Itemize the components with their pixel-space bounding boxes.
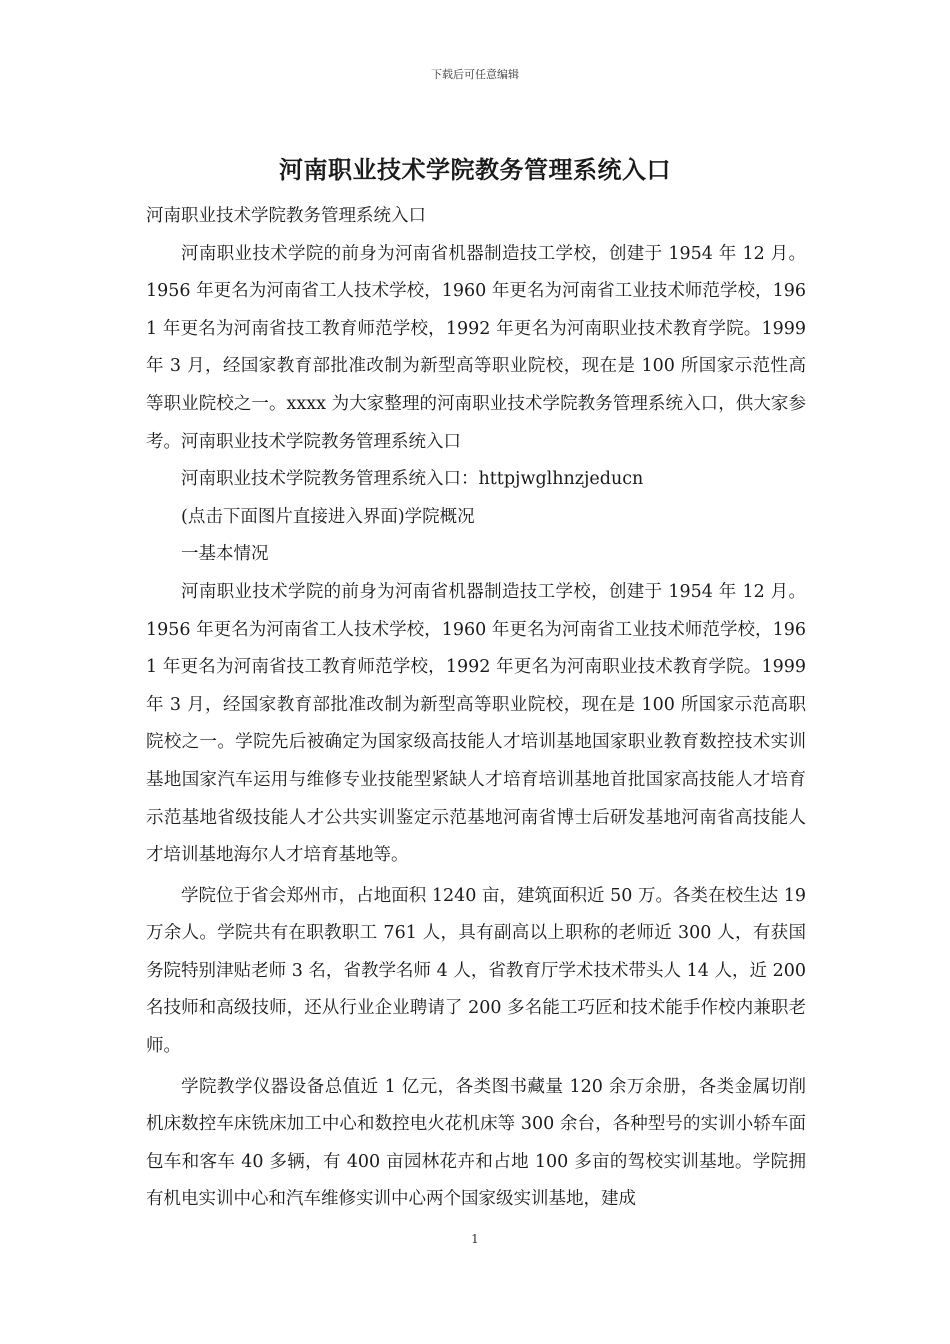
page-header-note: 下载后可任意编辑 bbox=[431, 68, 519, 81]
document-title: 河南职业技术学院教务管理系统入口 bbox=[279, 155, 671, 184]
campus-paragraph: 学院位于省会郑州市，占地面积 1240 亩，建筑面积近 50 万。各类在校生达 19 万余人。学院共有在职教职工 761 人，具有副高以上职称的老师近 300 人，有获国务院特别津贴老师 3 名，省教学名师 4 人，省教育厅学术技术带头人 14 人，近 200 名技师和高级技师，还从行业企业聘请了 200 多名能工巧匠和技术能手作校内兼职老师。 bbox=[146, 885, 806, 1057]
subtitle-paragraph: 河南职业技术学院教务管理系统入口 bbox=[146, 206, 426, 226]
page-number: 1 bbox=[471, 1232, 479, 1246]
document-body bbox=[146, 198, 806, 1219]
section-heading-basic-info: 一基本情况 bbox=[181, 544, 269, 565]
facilities-paragraph: 学院教学仪器设备总值近 1 亿元，各类图书藏量 120 余万余册，各类金属切削机床数控车床铣床加工中心和数控电火花机床等 300 余台，各种型号的实训小轿车面包车和客车 40 多辆，有 400 亩园林花卉和占地 100 多亩的驾校实训基地。学院拥有机电实训中心和汽车维修实训中心两个国家级实训基地，建成 bbox=[146, 1076, 806, 1210]
intro-paragraph: 河南职业技术学院的前身为河南省机器制造技工学校，创建于 1954 年 12 月。1956 年更名为河南省工人技术学校，1960 年更名为河南省工业技术师范学校，1961 年更名为河南省技工教育师范学校，1992 年更名为河南职业技术教育学院。1999 年 3 月，经国家教育部批准改制为新型高等职业院校，现在是 100 所国家示范性高等职业院校之一。xxxx 为大家整理的河南职业技术学院教务管理系统入口，供大家参考。河南职业技术学院教务管理系统入口 bbox=[146, 243, 806, 452]
click-hint-paragraph: (点击下面图片直接进入界面)学院概况 bbox=[181, 506, 475, 527]
history-paragraph: 河南职业技术学院的前身为河南省机器制造技工学校，创建于 1954 年 12 月。1956 年更名为河南省工人技术学校，1960 年更名为河南省工业技术师范学校，1961 年更名为河南省技工教育师范学校，1992 年更名为河南职业技术教育学院。1999 年 3 月，经国家教育部批准改制为新型高等职业院校，现在是 100 所国家示范高职院校之一。学院先后被确定为国家级高技能人才培训基地国家职业教育数控技术实训基地国家汽车运用与维修专业技能型紧缺人才培育培训基地首批国家高技能人才培育示范基地省级技能人才公共实训鉴定示范基地河南省博士后研发基地河南省高技能人才培训基地海尔人才培育基地等。 bbox=[146, 581, 806, 866]
system-url-paragraph: 河南职业技术学院教务管理系统入口：httpjwglhnzjeducn bbox=[181, 469, 644, 490]
